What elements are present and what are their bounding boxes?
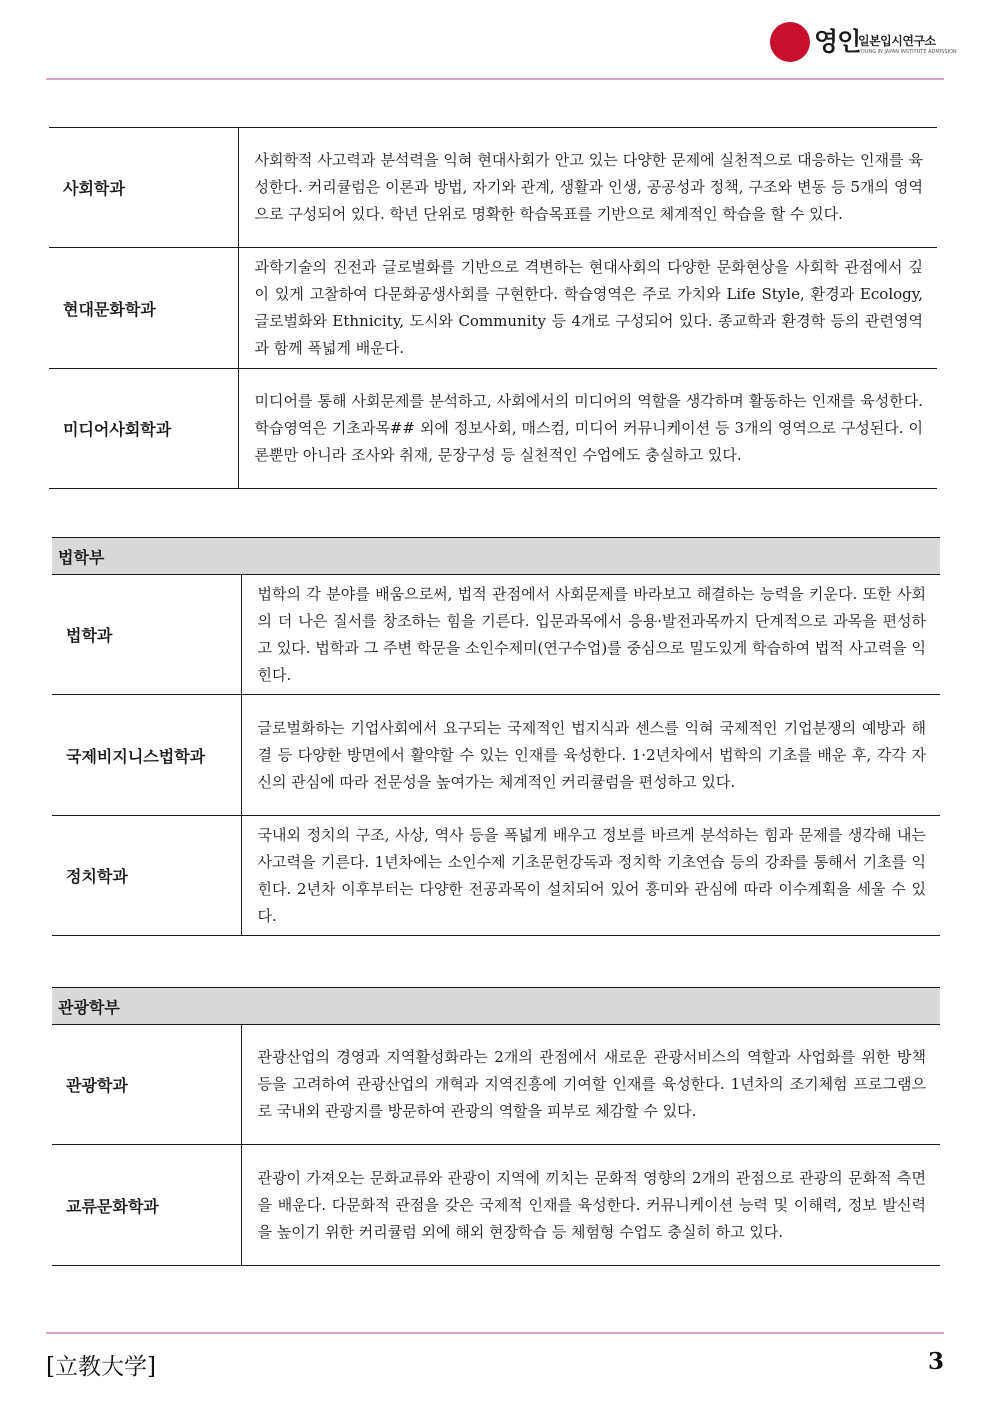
faculty-title: 관광학부	[52, 988, 940, 1025]
table-row	[52, 816, 940, 936]
department-description: 과학기술의 진전과 글로벌화를 기반으로 격변하는 현대사회의 다양한 문화현상을 사회학 관점에서 깊이 있게 고찰하여 다문화공생사회를 구현한다. 학습영역은 주로 가치와 Life Style, 환경과 Ecology, 글로벌화와 Ethnicity, 도시와 Community 등 4개로 구성되어 있다. 종교학과 환경학 등의 관련영역과 함께 폭넓게 배운다.	[238, 248, 937, 369]
department-name: 현대문화학과	[49, 248, 238, 369]
page-header	[0, 0, 992, 80]
table-row	[52, 695, 940, 816]
footer-divider	[46, 1332, 944, 1334]
header-divider	[46, 78, 944, 80]
department-name: 법학과	[52, 575, 241, 695]
department-name: 정치학과	[52, 816, 241, 936]
page-number: 3	[927, 1348, 944, 1375]
department-description: 국내외 정치의 구조, 사상, 역사 등을 폭넓게 배우고 정보를 바르게 분석하는 힘과 문제를 생각해 내는 사고력을 기른다. 1년차에는 소인수제 기초문헌강독과 정치학 기초연습 등의 강좌를 통해서 기초를 익힌다. 2년차 이후부터는 다양한 전공과목이 설치되어 있어 흥미와 관심에 따라 이수계획을 세울 수 있다.	[241, 816, 940, 936]
department-description: 미디어를 통해 사회문제를 분석하고, 사회에서의 미디어의 역할을 생각하며 활동하는 인재를 육성한다. 학습영역은 기초과목## 외에 정보사회, 매스컴, 미디어 커뮤니케이션 등 3개의 영역으로 구성된다. 이론뿐만 아니라 조사와 취재, 문장구성 등 실천적인 수업에도 충실하고 있다.	[238, 369, 937, 489]
table-row	[52, 1145, 940, 1266]
department-name: 교류문화학과	[52, 1145, 241, 1266]
logo-english-text: YOUNG IN JAPAN INSTITUTE ADMISSION	[858, 49, 957, 55]
table-row	[49, 128, 937, 248]
department-name: 국제비지니스법학과	[52, 695, 241, 816]
table-row	[52, 1025, 940, 1145]
logo-main-text: 영인	[814, 27, 861, 56]
section-header-row	[52, 988, 940, 1025]
department-name: 관광학과	[52, 1025, 241, 1145]
department-description: 관광산업의 경영과 지역활성화라는 2개의 관점에서 새로운 관광서비스의 역할과 사업화를 위한 방책 등을 고려하여 관광산업의 개혁과 지역진흥에 기여할 인재를 육성한다. 1년차의 조기체험 프로그램으로 국내외 관광지를 방문하여 관광의 역할을 피부로 체감할 수 있다.	[241, 1025, 940, 1145]
institute-logo	[770, 20, 957, 64]
department-description: 글로벌화하는 기업사회에서 요구되는 국제적인 법지식과 센스를 익혀 국제적인 기업분쟁의 예방과 해결 등 다양한 방면에서 활약할 수 있는 인재를 육성한다. 1·2년차에서 법학의 기초를 배운 후, 각각 자신의 관심에 따라 전문성을 높여가는 체계적인 커리큘럼을 편성하고 있다.	[241, 695, 940, 816]
table-row	[52, 575, 940, 695]
department-table-law	[52, 537, 940, 936]
department-table-tourism	[52, 987, 940, 1266]
logo-seal-icon	[770, 22, 810, 62]
department-description: 사회학적 사고력과 분석력을 익혀 현대사회가 안고 있는 다양한 문제에 실천적으로 대응하는 인재를 육성한다. 커리큘럼은 이론과 방법, 자기와 관계, 생활과 인생, 공공성과 정책, 구조와 변동 등 5개의 영역으로 구성되어 있다. 학년 단위로 명확한 학습목표를 기반으로 체계적인 학습을 할 수 있다.	[238, 128, 937, 248]
table-row	[49, 369, 937, 489]
logo-sub-text: 일본입시연구소	[858, 34, 936, 48]
section-header-row	[52, 538, 940, 575]
department-description: 관광이 가져오는 문화교류와 관광이 지역에 끼치는 문화적 영향의 2개의 관점으로 관광의 문화적 측면을 배운다. 다문화적 관점을 갖은 국제적 인재를 육성한다. 커뮤니케이션 능력 및 이해력, 정보 발신력을 높이기 위한 커리큘럼 외에 해외 현장학습 등 체험형 수업도 충실히 하고 있다.	[241, 1145, 940, 1266]
university-name: [立教大学]	[46, 1354, 156, 1380]
faculty-title: 법학부	[52, 538, 940, 575]
department-table-sociology	[49, 127, 937, 489]
table-row	[49, 248, 937, 369]
department-name: 사회학과	[49, 128, 238, 248]
department-name: 미디어사회학과	[49, 369, 238, 489]
department-description: 법학의 각 분야를 배움으로써, 법적 관점에서 사회문제를 바라보고 해결하는 능력을 키운다. 또한 사회의 더 나은 질서를 창조하는 힘을 기른다. 입문과목에서 응용·발전과목까지 단계적으로 과목을 편성하고 있다. 법학과 그 주변 학문을 소인수제미(연구수업)를 중심으로 밀도있게 학습하여 법적 사고력을 익힌다.	[241, 575, 940, 695]
